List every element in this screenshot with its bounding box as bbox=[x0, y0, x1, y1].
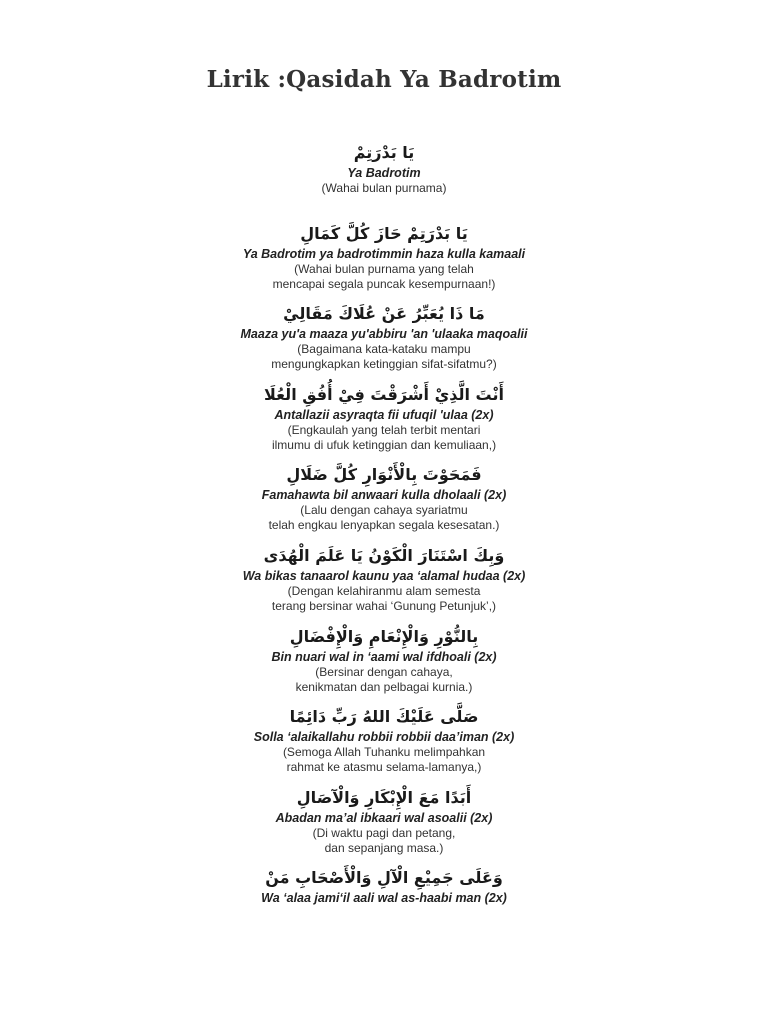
translation-line: (Engkaulah yang telah terbit mentari bbox=[287, 422, 481, 437]
verse-arabic: وَبِكَ اسْتَنَارَ الْكَوْنُ يَا عَلَمَ الْهُدَى bbox=[263, 545, 505, 565]
translation-line: (Bagaimana kata-kataku mampu bbox=[297, 342, 471, 357]
verse-translation bbox=[0, 503, 768, 533]
verse-translation bbox=[0, 423, 768, 453]
verse-translation bbox=[0, 342, 768, 372]
translation-line: mengungkapkan ketinggian sifat-sifatmu?) bbox=[271, 357, 497, 372]
verse-block bbox=[0, 704, 768, 785]
verse-block bbox=[0, 221, 768, 302]
translation-line: rahmat ke atasmu selama-lamanya,) bbox=[286, 760, 482, 775]
verse-block bbox=[0, 543, 768, 624]
translation-line: (Wahai bulan purnama yang telah bbox=[294, 261, 474, 276]
verse-translation bbox=[0, 745, 768, 775]
translation-line: dan sepanjang masa.) bbox=[324, 840, 444, 855]
verse-arabic: مَا ذَا يُعَبِّرُ عَنْ عُلَاكَ مَقَالِيْ bbox=[283, 304, 485, 324]
verse-arabic: صَلَّى عَلَيْكَ اللهُ رَبِّ دَائِمًا bbox=[289, 707, 479, 727]
verse-translation bbox=[0, 181, 768, 196]
verse-transliteration: Ya Badrotim ya badrotimmin haza kulla kamaali bbox=[242, 246, 526, 261]
verse-arabic: أَنْتَ الَّذِيْ أَشْرَقْتَ فِيْ أُفُقِ الْعُلَا bbox=[264, 384, 504, 404]
translation-line: kenikmatan dan pelbagai kurnia.) bbox=[295, 679, 473, 694]
verse-block bbox=[0, 301, 768, 382]
verse-arabic: بِالنُّوْرِ وَالْإِنْعَامِ وَالْإِفْضَالِ bbox=[289, 626, 479, 646]
translation-line: terang bersinar wahai ‘Gunung Petunjuk’,) bbox=[271, 598, 497, 613]
translation-line: (Bersinar dengan cahaya, bbox=[315, 664, 453, 679]
verse-arabic: أَبَدًا مَعَ الْإِبْكَارِ وَالْآصَالِ bbox=[296, 787, 472, 807]
verse-transliteration: Maaza yu'a maaza yu'abbiru 'an 'ulaaka maqoalii bbox=[240, 327, 528, 342]
verse-translation bbox=[0, 665, 768, 695]
translation-line: ilmumu di ufuk ketinggian dan kemuliaan,) bbox=[271, 437, 497, 452]
page-title: Lirik :Qasidah Ya Badrotim bbox=[206, 66, 562, 93]
translation-line: (Lalu dengan cahaya syariatmu bbox=[300, 503, 468, 518]
verse-arabic: فَمَحَوْتَ بِالْأَنْوَارِ كُلَّ ضَلَالِ bbox=[286, 465, 482, 485]
translation-line: (Wahai bulan purnama) bbox=[321, 181, 447, 195]
translation-line: (Dengan kelahiranmu alam semesta bbox=[287, 583, 481, 598]
verse-translation bbox=[0, 262, 768, 292]
translation-line: (Semoga Allah Tuhanku melimpahkan bbox=[282, 745, 486, 760]
verse-translation bbox=[0, 584, 768, 614]
translation-line: mencapai segala puncak kesempurnaan!) bbox=[272, 276, 496, 291]
verse-transliteration: Famahawta bil anwaari kulla dholaali (2x) bbox=[261, 488, 507, 503]
verse-arabic: وَعَلَى جَمِيْعِ الْآلِ وَالْأَصْحَابِ مَنْ bbox=[265, 868, 503, 888]
verse-transliteration: Abadan ma’al ibkaari wal asoalii (2x) bbox=[275, 810, 493, 825]
verse-transliteration: Ya Badrotim bbox=[347, 166, 421, 180]
verse-transliteration: Wa ‘alaa jami‘il aali wal as-haabi man (2x) bbox=[261, 891, 507, 906]
translation-line: telah engkau lenyapkan segala kesesatan.) bbox=[268, 518, 500, 533]
verse-translation bbox=[0, 826, 768, 856]
translation-line: (Di waktu pagi dan petang, bbox=[312, 825, 456, 840]
verse-transliteration: Bin nuari wal in ‘aami wal ifdhoali (2x) bbox=[271, 649, 497, 664]
verse-block bbox=[0, 462, 768, 543]
verse-list bbox=[0, 140, 768, 946]
verse-block bbox=[0, 382, 768, 463]
verse-block bbox=[0, 785, 768, 866]
verse-block bbox=[0, 865, 768, 946]
verse-transliteration: Solla ‘alaikallahu robbii robbii daa’iman (2x) bbox=[253, 730, 515, 745]
verse-transliteration: Wa bikas tanaarol kaunu yaa ‘alamal hudaa (2x) bbox=[242, 568, 526, 583]
verse-transliteration: Antallazii asyraqta fii ufuqil 'ulaa (2x) bbox=[274, 407, 494, 422]
verse-block bbox=[0, 140, 768, 221]
verse-arabic: يَا بَدْرَتِمْ حَازَ كُلَّ كَمَالِ bbox=[300, 223, 468, 243]
verse-block bbox=[0, 624, 768, 705]
verse-arabic: يَا بَدْرَتِمْ bbox=[353, 143, 415, 162]
